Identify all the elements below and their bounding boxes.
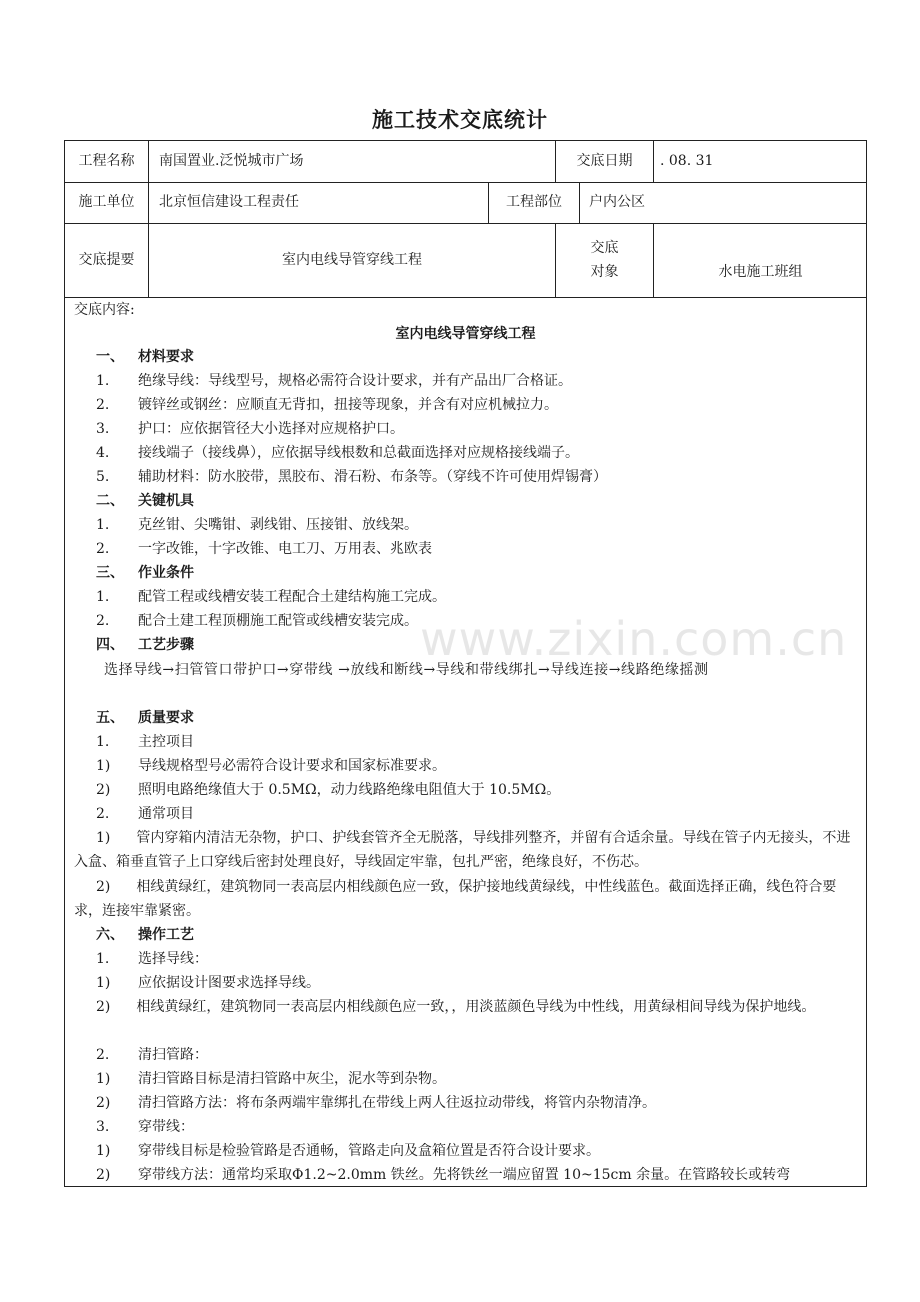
- item-number: 1.: [96, 951, 110, 967]
- list-item: 选择导线：: [138, 951, 208, 967]
- item-number: 2.: [96, 806, 110, 822]
- list-item: 护口：应依据管径大小选择对应规格护口。: [138, 421, 404, 437]
- paragraph-text: 相线黄绿红，建筑物同一表高层内相线颜色应一致，保护接地线黄绿线，中性线蓝色。截面选择正确，线色符合要求，连接牢靠紧密。: [74, 879, 837, 919]
- section-title: 材料要求: [138, 349, 194, 365]
- paragraph: [74, 996, 858, 1020]
- list-item: 配管工程或线槽安装工程配合土建结构施工完成。: [138, 589, 446, 605]
- section-title: 质量要求: [138, 710, 194, 726]
- target-label-line1: 交底: [590, 240, 619, 256]
- list-item: 清扫管路：: [138, 1047, 208, 1063]
- paragraph-text: 相线黄绿红，建筑物同一表高层内相线颜色应一致，，用淡蓝颜色导线为中性线，用黄绿相间导线为保护地线。: [136, 999, 816, 1015]
- unit-label: 施工单位: [78, 194, 135, 210]
- list-item: 清扫管路方法：将布条两端牢靠绑扎在带线上两人往返拉动带线，将管内杂物清净。: [138, 1095, 656, 1111]
- item-number: 1.: [96, 734, 110, 750]
- item-number: 2): [96, 1167, 111, 1183]
- list-item: 克丝钳、尖嘴钳、剥线钳、压接钳、放线架。: [138, 517, 418, 533]
- col-divider: [653, 223, 654, 297]
- col-divider: [555, 223, 556, 297]
- list-item: 导线规格型号必需符合设计要求和国家标准要求。: [138, 758, 446, 774]
- section-number: 二、: [96, 493, 124, 509]
- list-item: 绝缘导线：导线型号，规格必需符合设计要求，并有产品出厂合格证。: [138, 373, 572, 389]
- item-number: 2): [96, 1095, 111, 1111]
- list-item: 清扫管路目标是清扫管路中灰尘，泥水等到杂物。: [138, 1071, 446, 1087]
- list-item: 主控项目: [138, 734, 194, 750]
- paragraph: [74, 876, 858, 923]
- col-divider: [579, 182, 580, 223]
- item-number: 1): [96, 1143, 111, 1159]
- row-divider: [64, 223, 867, 224]
- list-item: 穿带线：: [138, 1119, 194, 1135]
- list-item: 穿带线目标是检验管路是否通畅，管路走向及盒箱位置是否符合设计要求。: [138, 1143, 600, 1159]
- content-heading: 室内电线导管穿线工程: [395, 326, 536, 342]
- date-value: . 08. 31: [660, 153, 714, 169]
- paragraph-text: 管内穿箱内清洁无杂物，护口、护线套管齐全无脱落，导线排列整齐，并留有合适余量。导线在管子内无接头，不进入盒、箱垂直管子上口穿线后密封处理良好，导线固定牢靠，包扎严密，绝缘良好，不伤芯。: [74, 830, 851, 870]
- list-item: 镀锌丝或钢丝：应顺直无背扣，扭接等现象，并含有对应机械拉力。: [138, 397, 558, 413]
- row-divider: [64, 297, 867, 298]
- section-number: 一、: [96, 349, 124, 365]
- item-number: 1.: [96, 517, 110, 533]
- item-number: 1): [96, 975, 111, 991]
- col-divider: [148, 140, 149, 297]
- item-number: 1): [96, 758, 111, 774]
- watermark: www.zixin.com.cn: [420, 612, 848, 666]
- item-number: 2): [96, 879, 111, 895]
- document-title: 施工技术交底统计: [372, 107, 548, 132]
- list-item: 应依据设计图要求选择导线。: [138, 975, 320, 991]
- list-item: 一字改锥，十字改锥、电工刀、万用表、兆欧表: [138, 541, 432, 557]
- list-item: 辅助材料：防水胶带，黑胶布、滑石粉、布条等。（穿线不许可使用焊锡膏）: [138, 469, 607, 485]
- content-label: 交底内容:: [74, 302, 135, 318]
- item-number: 1.: [96, 373, 110, 389]
- item-number: 2): [96, 782, 111, 798]
- item-number: 2.: [96, 613, 110, 629]
- item-number: 1.: [96, 589, 110, 605]
- summary-value: 室内电线导管穿线工程: [282, 252, 422, 268]
- section-title: 作业条件: [138, 565, 194, 581]
- section-number: 三、: [96, 565, 124, 581]
- item-number: 3.: [96, 1119, 110, 1135]
- list-item: 通常项目: [138, 806, 194, 822]
- target-value: 水电施工班组: [718, 264, 803, 280]
- list-item: 接线端子（接线鼻），应依据导线根数和总截面选择对应规格接线端子。: [138, 445, 579, 461]
- date-label: 交底日期: [576, 153, 633, 169]
- target-label-line2: 对象: [590, 264, 619, 280]
- section-title: 关键机具: [138, 493, 194, 509]
- part-label: 工程部位: [506, 194, 562, 210]
- item-number: 2.: [96, 541, 110, 557]
- section-number: 四、: [96, 637, 124, 653]
- list-item: 穿带线方法：通常均采取Φ1.2~2.0mm 铁丝。先将铁丝一端应留置 10~15cm 余量。在管路较长或转弯: [138, 1167, 791, 1183]
- list-item: 照明电路绝缘值大于 0.5MΩ，动力线路绝缘电阻值大于 10.5MΩ。: [138, 782, 561, 798]
- item-number: 4.: [96, 445, 110, 461]
- section-number: 六、: [96, 927, 124, 943]
- part-value: 户内公区: [589, 194, 645, 210]
- section-title: 工艺步骤: [138, 637, 194, 653]
- process-flow: 选择导线→扫管管口带护口→穿带线 →放线和断线→导线和带线绑扎→导线连接→线路绝缘摇测: [104, 662, 709, 678]
- item-number: 1): [96, 830, 111, 846]
- paragraph: [74, 827, 858, 874]
- item-number: 5.: [96, 469, 110, 485]
- summary-label: 交底提要: [78, 252, 135, 268]
- list-item: 配合土建工程顶棚施工配管或线槽安装完成。: [138, 613, 418, 629]
- item-number: 1): [96, 1071, 111, 1087]
- project-name-label: 工程名称: [78, 153, 135, 169]
- section-number: 五、: [96, 710, 124, 726]
- item-number: 3.: [96, 421, 110, 437]
- item-number: 2.: [96, 397, 110, 413]
- col-divider: [653, 140, 654, 182]
- unit-value: 北京恒信建设工程责任: [159, 194, 299, 210]
- item-number: 2.: [96, 1047, 110, 1063]
- item-number: 2): [96, 999, 111, 1015]
- row-divider: [64, 182, 867, 183]
- project-name-value: 南国置业.泛悦城市广场: [159, 153, 304, 169]
- section-title: 操作工艺: [138, 927, 194, 943]
